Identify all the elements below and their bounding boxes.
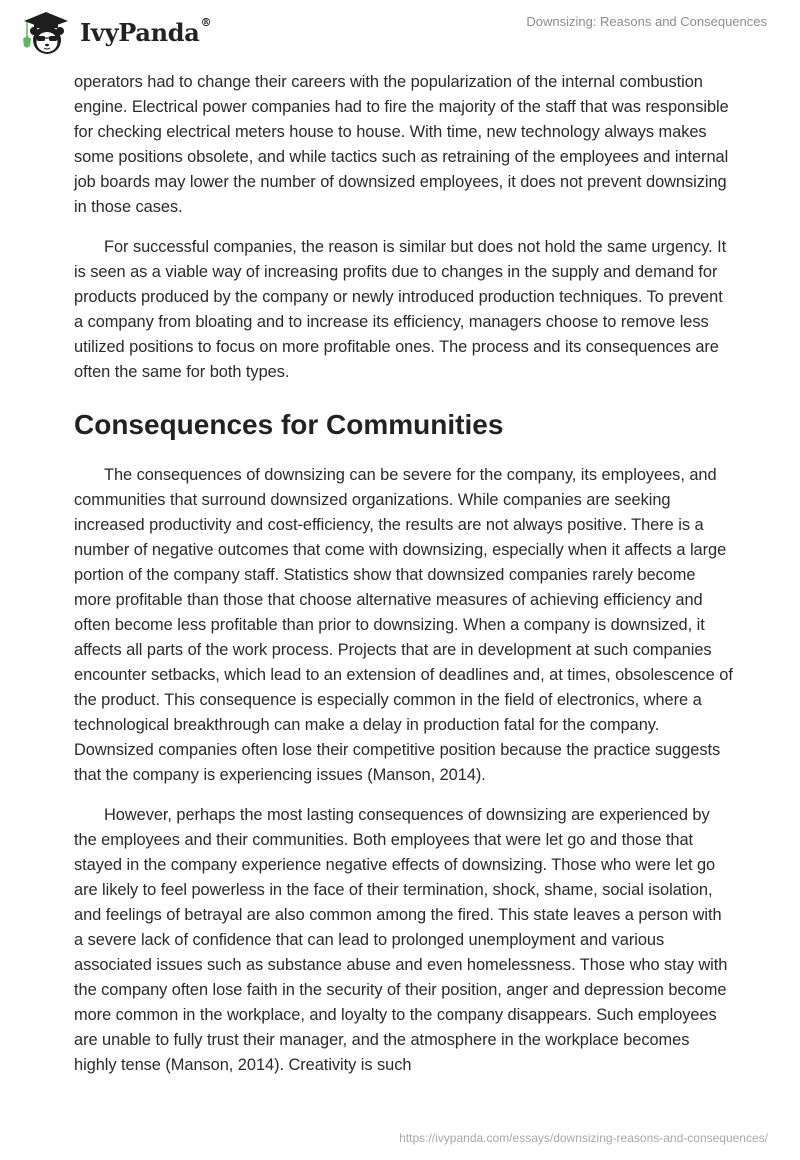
paragraph: operators had to change their careers with the popularization of the internal combustion engine. Electrical power companies had to fire the majority of the staff that was responsible for checking electrical meters house to house. With time, new technology always makes some positions obsolete, and while tactics such as retraining of the employees and internal job boards may lower the number of downsized employees, it does not prevent downsizing in those cases. — [74, 73, 729, 216]
source-url[interactable]: https://ivypanda.com/essays/downsizing-reasons-and-consequences/ — [399, 1131, 768, 1145]
essay-body — [74, 70, 734, 1093]
paragraph: For successful companies, the reason is similar but does not hold the same urgency. It is seen as a viable way of increasing profits due to changes in the supply and demand for products produced by the company or newly introduced production techniques. To prevent a company from bloating and to increase its efficiency, managers choose to remove less utilized positions to focus on more profitable ones. The process and its consequences are often the same for both types. — [74, 238, 727, 381]
brand-name — [80, 15, 212, 47]
registered-mark: ® — [200, 15, 212, 29]
document-title: Downsizing: Reasons and Consequences — [526, 14, 767, 29]
paragraph: However, perhaps the most lasting consequences of downsizing are experienced by the employees and their communities. Both employees that were let go and those that stayed in the company experience negative effects of downsizing. Those who were let go are likely to feel powerless in the face of their termination, shock, shame, social isolation, and feelings of betrayal are also common among the fired. This state leaves a person with a severe lack of confidence that can lead to prolonged unemployment and various associated issues such as substance abuse and even homelessness. Those who stay with the company often lose faith in the security of their position, anger and depression become more common in the workplace, and loyalty to the company disappears. Such employees are unable to fully trust their manager, and the atmosphere in the workplace becomes highly tense (Manson, 2014). Creativity is such — [74, 806, 728, 1074]
brand-logo[interactable] — [18, 9, 211, 55]
section-heading: Consequences for Communities — [74, 409, 504, 440]
panda-graduation-cap-icon — [18, 9, 74, 55]
brand-name-text: IvyPanda — [80, 17, 200, 47]
page-header — [0, 0, 800, 62]
paragraph: The consequences of downsizing can be severe for the company, its employees, and communities that surround downsized organizations. While companies are seeking increased productivity and cost-efficiency, the results are not always positive. There is a number of negative outcomes that come with downsizing, especially when it affects a large portion of the company staff. Statistics show that downsized companies rarely become more profitable than those that choose alternative measures of achieving efficiency and often become less profitable than prior to downsizing. When a company is downsized, it affects all parts of the work process. Projects that are in development at such companies encounter setbacks, which lead to an extension of deadlines and, at times, obsolescence of the product. This consequence is especially common in the field of electronics, where a technological breakthrough can make a delay in production fatal for the company. Downsized companies often lose their competitive position because the practice suggests that the company is experiencing issues (Manson, 2014). — [74, 466, 733, 784]
